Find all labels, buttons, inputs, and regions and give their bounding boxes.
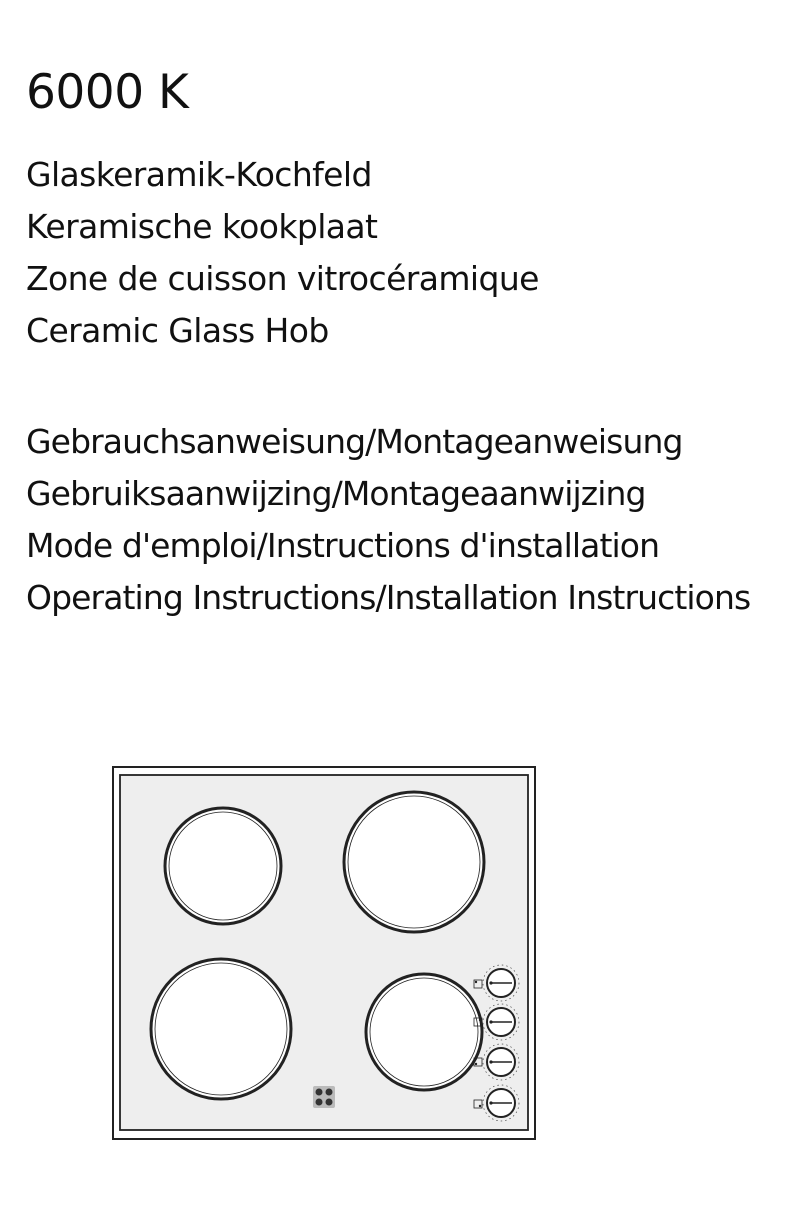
hob-illustration	[112, 766, 536, 1140]
product-title-fr: Zone de cuisson vitrocéramique	[26, 259, 539, 298]
product-titles	[26, 149, 539, 357]
cooking-zone-indicator-icon	[313, 1086, 335, 1108]
cooking-zone-rear-right	[344, 792, 484, 932]
cooking-zone-rear-left	[165, 808, 281, 924]
cooking-zone-front-left	[151, 959, 291, 1099]
manual-title-nl: Gebruiksaanwijzing/Montageaanwijzing	[26, 474, 646, 513]
manual-title-fr: Mode d'emploi/Instructions d'installation	[26, 526, 660, 565]
model-number: 6000 K	[26, 65, 189, 120]
cooking-zone-front-right	[366, 974, 482, 1090]
product-title-nl: Keramische kookplaat	[26, 207, 378, 246]
product-title-en: Ceramic Glass Hob	[26, 311, 329, 350]
manual-title-de: Gebrauchsanweisung/Montageanweisung	[26, 422, 683, 461]
product-title-de: Glaskeramik-Kochfeld	[26, 155, 372, 194]
manual-title-en: Operating Instructions/Installation Instructions	[26, 578, 751, 617]
manual-titles	[26, 416, 750, 624]
